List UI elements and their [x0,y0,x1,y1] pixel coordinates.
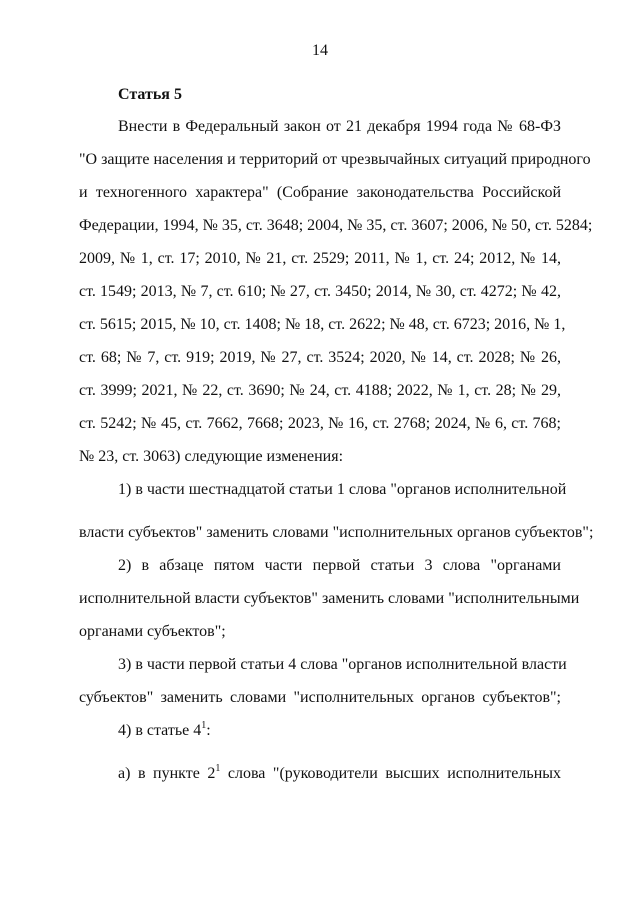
list-item-line: субъектов" заменить словами "исполнительных органов субъектов"; [79,689,561,706]
article-heading: Статья 5 [118,86,182,103]
page-number: 14 [312,42,328,59]
paragraph-line: № 23, ст. 3063) следующие изменения: [79,448,344,465]
list-item-line: органами субъектов"; [79,623,226,640]
superscript: 1 [215,763,221,774]
paragraph-line: ст. 5242; № 45, ст. 7662, 7668; 2023, № 16, ст. 2768; 2024, № 6, ст. 768; [79,415,561,432]
paragraph-line: и техногенного характера" (Собрание законодательства Российской [79,184,561,201]
paragraph-line: 2009, № 1, ст. 17; 2010, № 21, ст. 2529; 2011, № 1, ст. 24; 2012, № 14, [79,250,561,267]
list-item-line [118,764,561,784]
superscript: 1 [201,720,207,731]
item-text: 4) в статье 4 [118,722,202,739]
paragraph-line: Внести в Федеральный закон от 21 декабря 1994 года № 68-ФЗ [118,118,561,135]
paragraph-line: ст. 5615; 2015, № 10, ст. 1408; № 18, ст. 2622; № 48, ст. 6723; 2016, № 1, [79,316,566,333]
list-item-line: власти субъектов" заменить словами "исполнительных органов субъектов"; [79,524,594,541]
list-item-line [118,721,561,741]
item-text: слова "(руководители высших исполнительных [220,765,562,782]
list-item-line: 2) в абзаце пятом части первой статьи 3 слова "органами [118,557,561,574]
list-item-line: исполнительной власти субъектов" заменить словами "исполнительными [79,590,580,607]
paragraph-line: Федерации, 1994, № 35, ст. 3648; 2004, № 35, ст. 3607; 2006, № 50, ст. 5284; [79,217,593,234]
paragraph-line: "О защите населения и территорий от чрезвычайных ситуаций природного [79,151,591,168]
item-tail: : [206,722,211,739]
item-text: а) в пункте 2 [118,765,216,782]
paragraph-line: ст. 1549; 2013, № 7, ст. 610; № 27, ст. 3450; 2014, № 30, ст. 4272; № 42, [79,283,561,300]
paragraph-line: ст. 68; № 7, ст. 919; 2019, № 27, ст. 3524; 2020, № 14, ст. 2028; № 26, [79,349,561,366]
list-item-line: 3) в части первой статьи 4 слова "органов исполнительной власти [118,656,567,673]
list-item-line: 1) в части шестнадцатой статьи 1 слова "органов исполнительной [118,481,567,498]
paragraph-line: ст. 3999; 2021, № 22, ст. 3690; № 24, ст. 4188; 2022, № 1, ст. 28; № 29, [79,382,561,399]
